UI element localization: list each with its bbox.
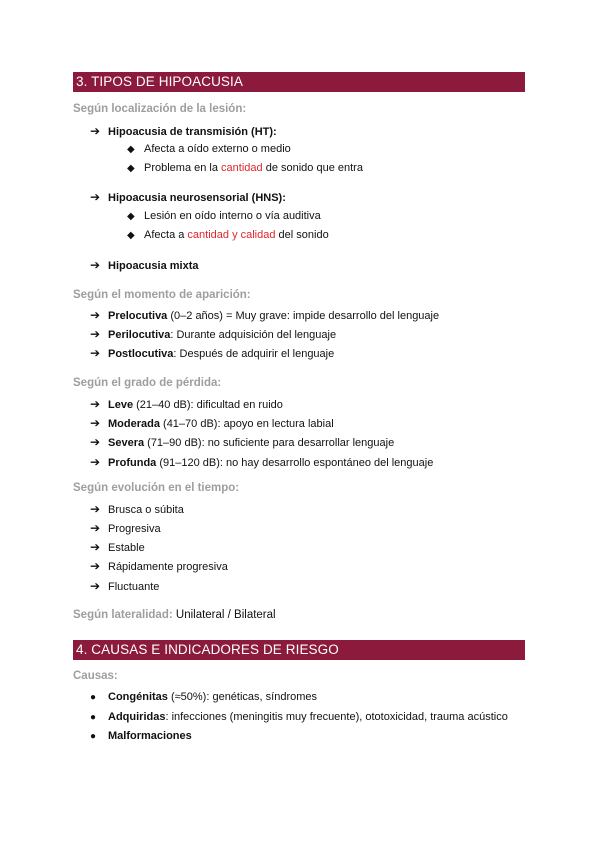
list-item: ● Malformaciones xyxy=(90,730,192,742)
list-item-ht-b: ◆ Problema en la cantidad de sonido que entra xyxy=(127,162,363,174)
subheading-momento: Según el momento de aparición: xyxy=(73,289,251,301)
ht-label: Hipoacusia de transmisión (HT): xyxy=(108,126,277,138)
arrow-icon: ➔ xyxy=(90,521,101,535)
highlight-text: cantidad xyxy=(221,162,263,174)
arrow-icon: ➔ xyxy=(90,124,101,138)
list-item-ht xyxy=(90,124,277,139)
list-item: ➔ Estable xyxy=(90,540,145,554)
section-4-header: 4. CAUSAS E INDICADORES DE RIESGO xyxy=(73,640,525,660)
subheading-localizacion: Según localización de la lesión: xyxy=(73,103,247,115)
list-item: ➔ Progresiva xyxy=(90,521,161,535)
arrow-icon: ➔ xyxy=(90,346,101,360)
lateralidad-value: Unilateral / Bilateral xyxy=(172,609,276,621)
list-item-ht-a: ◆ Afecta a oído externo o medio xyxy=(127,143,291,155)
hns-label: Hipoacusia neurosensorial (HNS): xyxy=(108,192,286,204)
arrow-icon: ➔ xyxy=(90,308,101,322)
arrow-icon: ➔ xyxy=(90,455,101,469)
list-item: ➔ Prelocutiva (0–2 años) = Muy grave: impide desarrollo del lenguaje xyxy=(90,308,440,322)
arrow-icon: ➔ xyxy=(90,397,101,411)
arrow-icon: ➔ xyxy=(90,502,101,516)
subheading-grado: Según el grado de pérdida: xyxy=(73,377,222,389)
list-item: ➔ Leve (21–40 dB): dificultad en ruido xyxy=(90,397,283,411)
list-item: ➔ Postlocutiva: Después de adquirir el lenguaje xyxy=(90,346,335,360)
arrow-icon: ➔ xyxy=(90,416,101,430)
list-item: ➔ Rápidamente progresiva xyxy=(90,559,228,573)
subheading-causas: Causas: xyxy=(73,670,118,682)
list-item: ➔ Brusca o súbita xyxy=(90,502,184,516)
list-item: ➔ Moderada (41–70 dB): apoyo en lectura labial xyxy=(90,416,334,430)
subheading-evolucion: Según evolución en el tiempo: xyxy=(73,482,240,494)
diamond-icon: ◆ xyxy=(127,230,135,241)
list-item: ● Congénitas (≈50%): genéticas, síndromes xyxy=(90,691,318,703)
diamond-icon: ◆ xyxy=(127,163,135,174)
list-item-mixta: ➔ Hipoacusia mixta xyxy=(90,258,199,272)
bullet-icon: ● xyxy=(90,712,97,723)
arrow-icon: ➔ xyxy=(90,327,101,341)
arrow-icon: ➔ xyxy=(90,258,101,272)
highlight-text: cantidad y calidad xyxy=(187,229,276,241)
arrow-icon: ➔ xyxy=(90,559,101,573)
arrow-icon: ➔ xyxy=(90,190,101,204)
list-item: ➔ Fluctuante xyxy=(90,579,160,593)
list-item: ➔ Perilocutiva: Durante adquisición del lenguaje xyxy=(90,327,337,341)
arrow-icon: ➔ xyxy=(90,579,101,593)
list-item-hns-a: ◆ Lesión en oído interno o vía auditiva xyxy=(127,210,321,222)
diamond-icon: ◆ xyxy=(127,144,135,155)
arrow-icon: ➔ xyxy=(90,540,101,554)
list-item: ➔ Severa (71–90 dB): no suficiente para desarrollar lenguaje xyxy=(90,435,395,449)
arrow-icon: ➔ xyxy=(90,435,101,449)
bullet-icon: ● xyxy=(90,731,97,742)
bullet-icon: ● xyxy=(90,692,97,703)
list-item: ➔ Profunda (91–120 dB): no hay desarrollo espontáneo del lenguaje xyxy=(90,455,434,469)
list-item-hns xyxy=(90,190,286,205)
diamond-icon: ◆ xyxy=(127,211,135,222)
list-item-hns-b: ◆ Afecta a cantidad y calidad del sonido xyxy=(127,229,329,241)
subheading-lateralidad: Según lateralidad: Unilateral / Bilateral xyxy=(73,609,276,621)
section-3-header: 3. TIPOS DE HIPOACUSIA xyxy=(73,72,525,92)
list-item: ● Adquiridas: infecciones (meningitis muy frecuente), ototoxicidad, trauma acústico xyxy=(90,711,508,723)
